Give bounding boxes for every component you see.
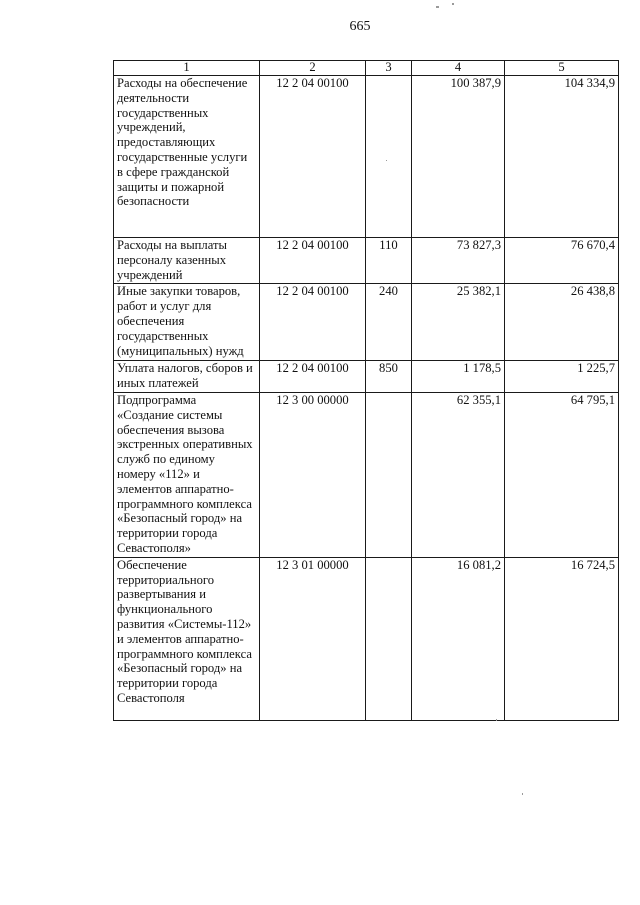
row-name: Подпрограмма «Создание системы обеспечения вызова экстренных оперативных служб по единому номеру «112» и элементов аппаратно-программного комплекса «Безопасный город» на территории города Севастополя»: [114, 392, 260, 557]
table-row: [114, 361, 619, 393]
row-name: Уплата налогов, сборов и иных платежей: [114, 361, 260, 393]
row-code: 12 2 04 00100: [260, 238, 366, 284]
row-name: Обеспечение территориального развертывания и функционального развития «Системы-112» и элементов аппаратно-программного комплекса «Безопасный город» на территории города Севастополя: [114, 557, 260, 720]
scan-speck: [496, 719, 497, 721]
column-header-4: 4: [412, 61, 505, 76]
scan-speck: [436, 6, 439, 8]
row-value-4: 25 382,1: [412, 284, 505, 361]
row-value-4: 62 355,1: [412, 392, 505, 557]
scan-speck: [522, 793, 523, 795]
table-row: [114, 392, 619, 557]
column-header-3: 3: [366, 61, 412, 76]
budget-table: [113, 60, 619, 721]
row-value-4: 73 827,3: [412, 238, 505, 284]
table-row: [114, 284, 619, 361]
row-code: 12 2 04 00100: [260, 284, 366, 361]
table-header-row: [114, 61, 619, 76]
row-value-5: 64 795,1: [505, 392, 619, 557]
table-row: [114, 76, 619, 238]
table-row: [114, 557, 619, 720]
row-name: Расходы на обеспечение деятельности государственных учреждений, предоставляющих государственные услуги в сфере гражданской защиты и пожарной безопасности: [114, 76, 260, 238]
row-value-5: 76 670,4: [505, 238, 619, 284]
row-code: 12 3 00 00000: [260, 392, 366, 557]
row-code: 12 2 04 00100: [260, 76, 366, 238]
row-expense-type: [366, 76, 412, 238]
row-expense-type: [366, 557, 412, 720]
scan-speck: [452, 3, 454, 5]
row-code: 12 3 01 00000: [260, 557, 366, 720]
row-name: Расходы на выплаты персоналу казенных учреждений: [114, 238, 260, 284]
row-expense-type: [366, 392, 412, 557]
row-expense-type: 110: [366, 238, 412, 284]
table-row: [114, 238, 619, 284]
row-expense-type: 240: [366, 284, 412, 361]
row-value-4: 1 178,5: [412, 361, 505, 393]
row-expense-type: 850: [366, 361, 412, 393]
row-value-4: 100 387,9: [412, 76, 505, 238]
column-header-1: 1: [114, 61, 260, 76]
scan-speck: [386, 160, 387, 161]
row-name: Иные закупки товаров, работ и услуг для обеспечения государственных (муниципальных) нужд: [114, 284, 260, 361]
row-value-4: 16 081,2: [412, 557, 505, 720]
row-value-5: 104 334,9: [505, 76, 619, 238]
row-value-5: 16 724,5: [505, 557, 619, 720]
row-code: 12 2 04 00100: [260, 361, 366, 393]
column-header-5: 5: [505, 61, 619, 76]
row-value-5: 26 438,8: [505, 284, 619, 361]
row-value-5: 1 225,7: [505, 361, 619, 393]
page-number: 665: [349, 19, 371, 34]
column-header-2: 2: [260, 61, 366, 76]
